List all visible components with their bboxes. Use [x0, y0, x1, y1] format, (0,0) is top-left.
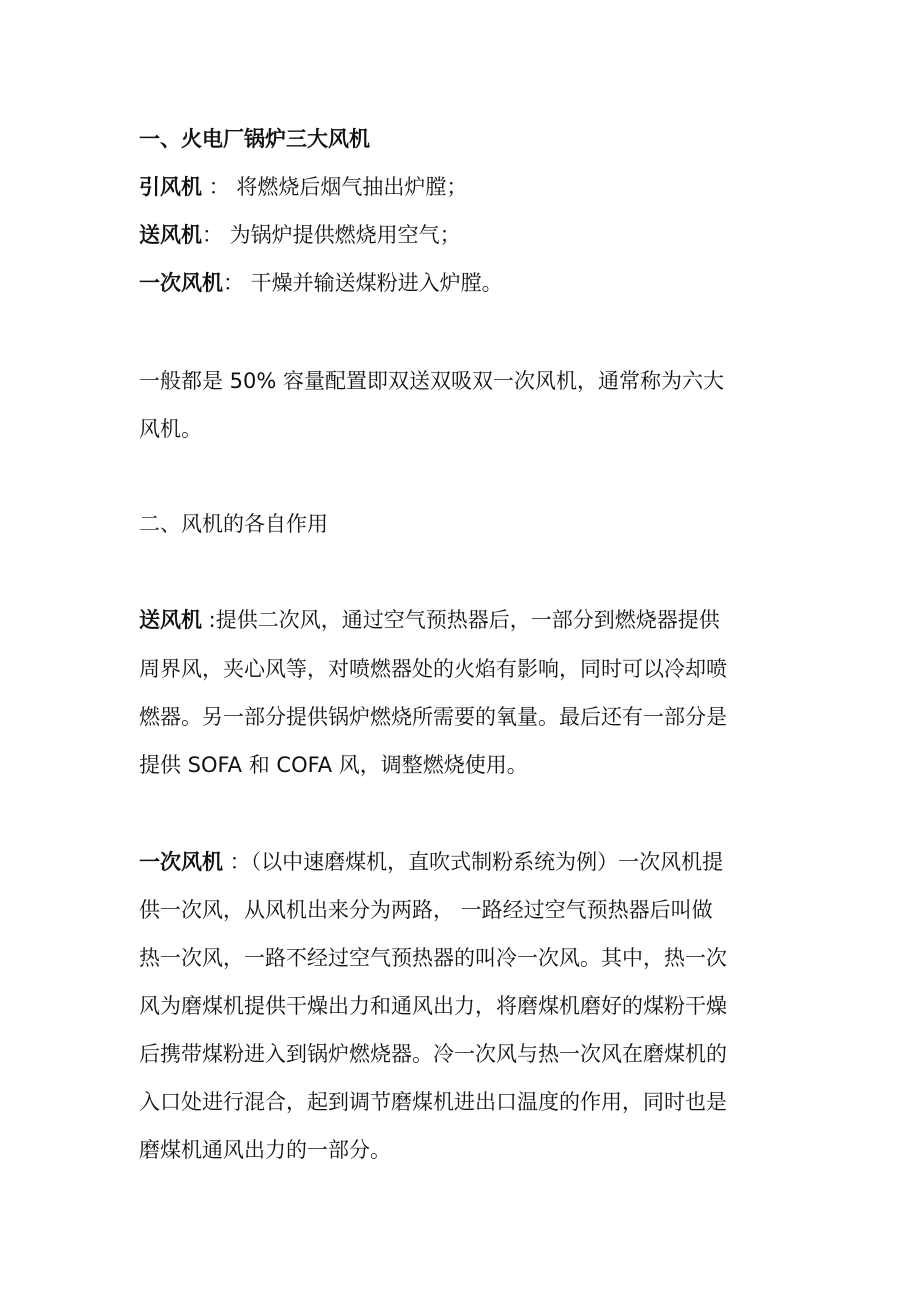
p2-line-2: 供一次风，从风机出来分为两路， 一路经过空气预热器后叫做	[139, 898, 713, 922]
note-line-2: 风机。	[139, 417, 202, 441]
item-term: 引风机	[139, 175, 202, 199]
fan-item-primary-air	[139, 268, 503, 298]
p2-line-7: 磨煤机通风出力的一部分。	[139, 1138, 391, 1162]
section2-heading: 二、风机的各自作用	[139, 512, 328, 536]
fan-item-induced-draft	[139, 172, 467, 202]
item-desc: ： 干燥并输送煤粉进入炉膛。	[223, 271, 503, 295]
p1-line-4: 提供 SOFA 和 COFA 风，调整燃烧使用。	[139, 753, 528, 777]
p1-first-line: :提供二次风，通过空气预热器后，一部分到燃烧器提供	[202, 608, 720, 632]
p2-line-4: 风为磨煤机提供干燥出力和通风出力，将磨煤机磨好的煤粉干燥	[139, 994, 727, 1018]
item-desc: ： 将燃烧后烟气抽出炉膛；	[202, 175, 468, 199]
fan-item-forced-draft	[139, 220, 461, 250]
item-desc: ： 为锅炉提供燃烧用空气；	[202, 223, 461, 247]
p2-line-1	[139, 847, 723, 877]
p1-term: 送风机	[139, 608, 202, 632]
section1-heading: 一、火电厂锅炉三大风机	[139, 127, 370, 151]
p2-line-5: 后携带煤粉进入到锅炉燃烧器。冷一次风与热一次风在磨煤机的	[139, 1042, 727, 1066]
note-line-1: 一般都是 50% 容量配置即双送双吸双一次风机，通常称为六大	[139, 369, 725, 393]
p1-line-3: 燃器。另一部分提供锅炉燃烧所需要的氧量。最后还有一部分是	[139, 705, 727, 729]
item-term: 一次风机	[139, 271, 223, 295]
p2-line-6: 入口处进行混合，起到调节磨煤机进出口温度的作用，同时也是	[139, 1090, 727, 1114]
item-term: 送风机	[139, 223, 202, 247]
p1-line-1	[139, 605, 720, 635]
p1-line-2: 周界风，夹心风等，对喷燃器处的火焰有影响，同时可以冷却喷	[139, 657, 727, 681]
p2-term: 一次风机	[139, 850, 223, 874]
p2-first-line: ：（以中速磨煤机，直吹式制粉系统为例）一次风机提	[223, 850, 724, 874]
p2-line-3: 热一次风，一路不经过空气预热器的叫冷一次风。其中，热一次	[139, 946, 727, 970]
